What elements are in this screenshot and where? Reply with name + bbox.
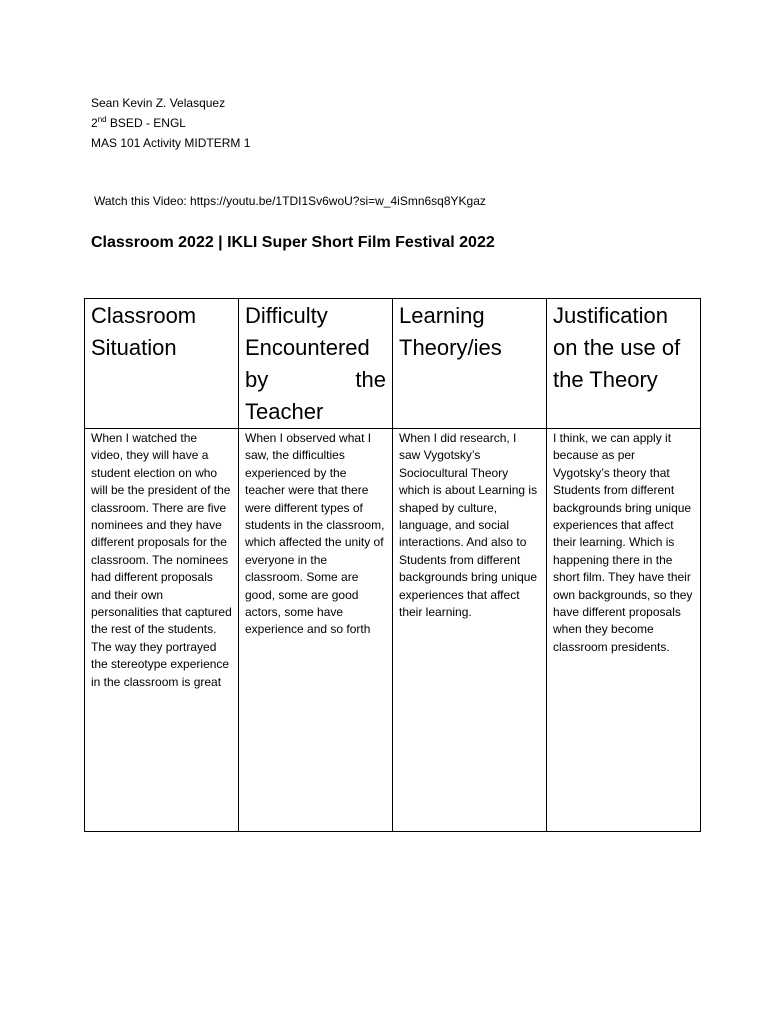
video-link-line[interactable]: Watch this Video: https://youtu.be/1TDI1Sv6woU?si=w_4iSmn6sq8YKgaz	[94, 194, 486, 208]
table-header-row	[85, 299, 701, 429]
header-learning-theory: Learning Theory/ies	[393, 299, 547, 429]
cell-learning-theory: When I did research, I saw Vygotsky’s Sociocultural Theory which is about Learning is shaped by culture, language, and social interactions. And also to Students from different backgrounds bring unique experiences that affect their learning.	[393, 429, 547, 832]
cell-difficulty-encountered: When I observed what I saw, the difficulties experienced by the teacher were that there were different types of students in the classroom, which affected the unity of everyone in the classroom. Some are good, some are good actors, some have experience and so forth	[239, 429, 393, 832]
year-suffix: nd	[97, 115, 107, 124]
year-number: 2	[91, 116, 98, 130]
activity-label: MAS 101 Activity MIDTERM 1	[91, 136, 251, 150]
cell-justification: I think, we can apply it because as per Vygotsky’s theory that Students from different backgrounds bring unique experiences that affect their learning. Which is happening there in the short film. They have their own backgrounds, so they have different proposals when they become classroom presidents.	[547, 429, 701, 832]
author-info	[91, 93, 250, 153]
document-title: Classroom 2022 | IKLI Super Short Film Festival 2022	[91, 234, 495, 251]
table-row	[85, 429, 701, 832]
cell-classroom-situation: When I watched the video, they will have a student election on who will be the president of the classroom. There are five nominees and they have different proposals for the classroom. The nominees had different proposals and their own personalities that captured the rest of the students. The way they portrayed the stereotype experience in the classroom is great	[85, 429, 239, 832]
program-name: BSED - ENGL	[106, 116, 186, 130]
header-justification: Justification on the use of the Theory	[547, 299, 701, 429]
year-program	[91, 113, 250, 133]
header-classroom-situation: Classroom Situation	[85, 299, 239, 429]
activity-table	[84, 298, 701, 832]
header-difficulty-encountered: Difficulty Encountered by the Teacher	[239, 299, 393, 429]
author-name: Sean Kevin Z. Velasquez	[91, 96, 226, 110]
